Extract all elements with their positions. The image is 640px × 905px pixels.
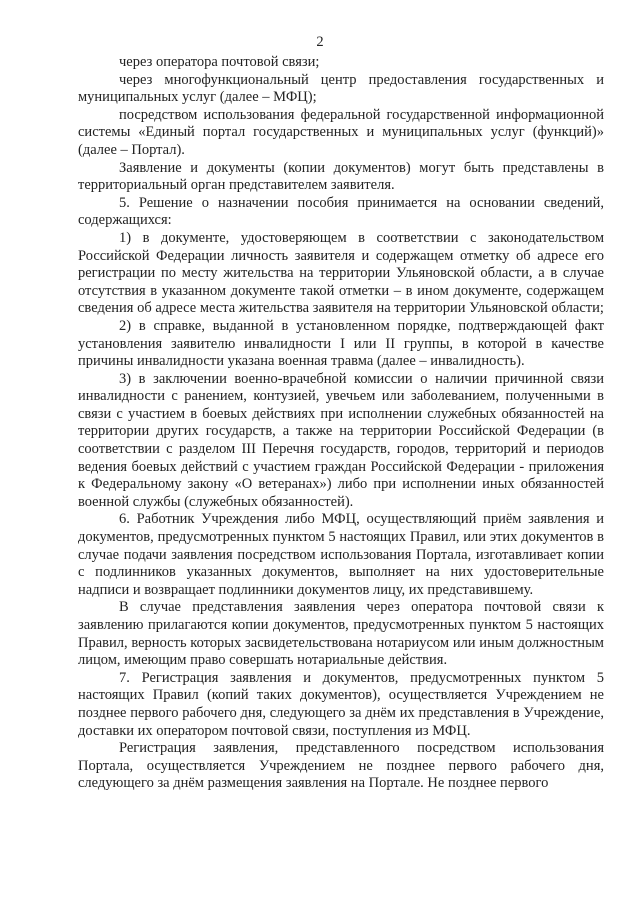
paragraph: Заявление и документы (копии документов) могут быть представлены в территориальный орган представителем заявителя. bbox=[78, 159, 604, 194]
paragraph: 5. Решение о назначении пособия принимается на основании сведений, содержащихся: bbox=[78, 194, 604, 229]
paragraph: 3) в заключении военно-врачебной комиссии о наличии причинной связи инвалидности с ранением, контузией, увечьем или заболеванием, полученными в связи с участием в боевых действиях при исполнении служебных обязанностей на территории других государств, а также на территории Российской Федерации (в соответствии с разделом III Перечня государств, городов, территорий и периодов ведения боевых действий с участием граждан Российской Федерации - приложения к Федеральному закону «О ветеранах») либо при исполнении иных обязанностей военной службы (служебных обязанностей). bbox=[78, 370, 604, 510]
paragraph: 2) в справке, выданной в установленном порядке, подтверждающей факт установления заявителю инвалидности I или II группы, в которой в качестве причины инвалидности указана военная травма (далее – инвалидность). bbox=[78, 317, 604, 370]
paragraph: посредством использования федеральной государственной информационной системы «Единый портал государственных и муниципальных услуг (функций)» (далее – Портал). bbox=[78, 106, 604, 158]
paragraph: 6. Работник Учреждения либо МФЦ, осуществляющий приём заявления и документов, предусмотренных пунктом 5 настоящих Правил, или этих документов в случае подачи заявления посредством использования Портала, изготавливает копии с подлинников указанных документов, выполняет на них удостоверительные надписи и возвращает подлинники документов лицу, их представившему. bbox=[78, 511, 604, 598]
paragraph: В случае представления заявления через оператора почтовой связи к заявлению прилагаются копии документов, предусмотренных пунктом 5 настоящих Правил, верность которых засвидетельствована нотариусом или иным должностным лицом, имеющим право совершать нотариальные действия. bbox=[78, 599, 604, 669]
paragraph: через многофункциональный центр предоставления государственных и муниципальных услуг (далее – МФЦ); bbox=[78, 71, 604, 106]
paragraph: Регистрация заявления, представленного посредством использования Портала, осуществляется Учреждением не позднее первого рабочего дня, следующего за днём размещения заявления на Портале. Не позднее первого bbox=[78, 740, 604, 792]
page-number: 2 bbox=[316, 34, 324, 50]
paragraph: 1) в документе, удостоверяющем в соответствии с законодательством Российской Федерации личность заявителя и содержащем отметку об адресе его регистрации по месту жительства на территории Ульяновской области, а в случае отсутствия в указанном документе такой отметки – в ином документе, содержащем сведения об адресе места жительства заявителя на территории Ульяновской области; bbox=[78, 229, 604, 317]
paragraph: через оператора почтовой связи; bbox=[119, 54, 320, 70]
paragraph: 7. Регистрация заявления и документов, предусмотренных пунктом 5 настоящих Правил (копий таких документов), осуществляется Учреждением не позднее первого рабочего дня, следующего за днём их представления в Учреждение, доставки их оператором почтовой связи, поступления из МФЦ. bbox=[78, 669, 604, 739]
document-body bbox=[78, 54, 604, 793]
